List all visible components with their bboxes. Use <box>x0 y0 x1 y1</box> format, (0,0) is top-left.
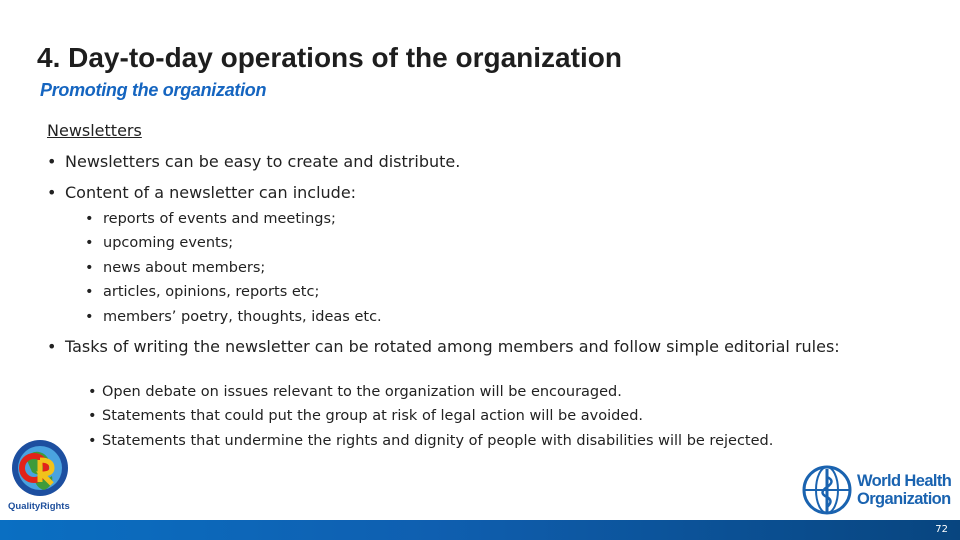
content-item: • news about members; <box>103 258 265 278</box>
content-item: • members’ poetry, thoughts, ideas etc. <box>103 307 382 327</box>
slide-title: 4. Day-to-day operations of the organization <box>37 42 622 73</box>
section-heading-newsletters: Newsletters <box>47 121 142 140</box>
editorial-rule: • Statements that could put the group at risk of legal action will be avoided. <box>102 406 643 426</box>
quality-rights-label: QualityRights <box>8 501 70 512</box>
content-item: • reports of events and meetings; <box>103 209 336 229</box>
who-wordmark <box>857 472 951 508</box>
slide-subtitle: Promoting the organization <box>40 80 267 100</box>
who-wordmark-line1: World Health <box>857 472 952 490</box>
page-number: 72 <box>935 524 948 535</box>
bullet-content-include: • Content of a newsletter can include: <box>65 182 356 204</box>
bullet-tasks-rotated: • Tasks of writing the newsletter can be rotated among members and follow simple editorial rules: <box>65 336 885 358</box>
content-item: • articles, opinions, reports etc; <box>103 282 319 302</box>
who-wordmark-line2: Organization <box>857 490 951 508</box>
footer-bar <box>0 520 960 540</box>
editorial-rule: • Open debate on issues relevant to the organization will be encouraged. <box>102 382 622 402</box>
editorial-rule: • Statements that undermine the rights and dignity of people with disabilities will be rejected. <box>102 431 773 451</box>
bullet-easy-to-create: • Newsletters can be easy to create and distribute. <box>65 151 460 173</box>
content-item: • upcoming events; <box>103 233 233 253</box>
